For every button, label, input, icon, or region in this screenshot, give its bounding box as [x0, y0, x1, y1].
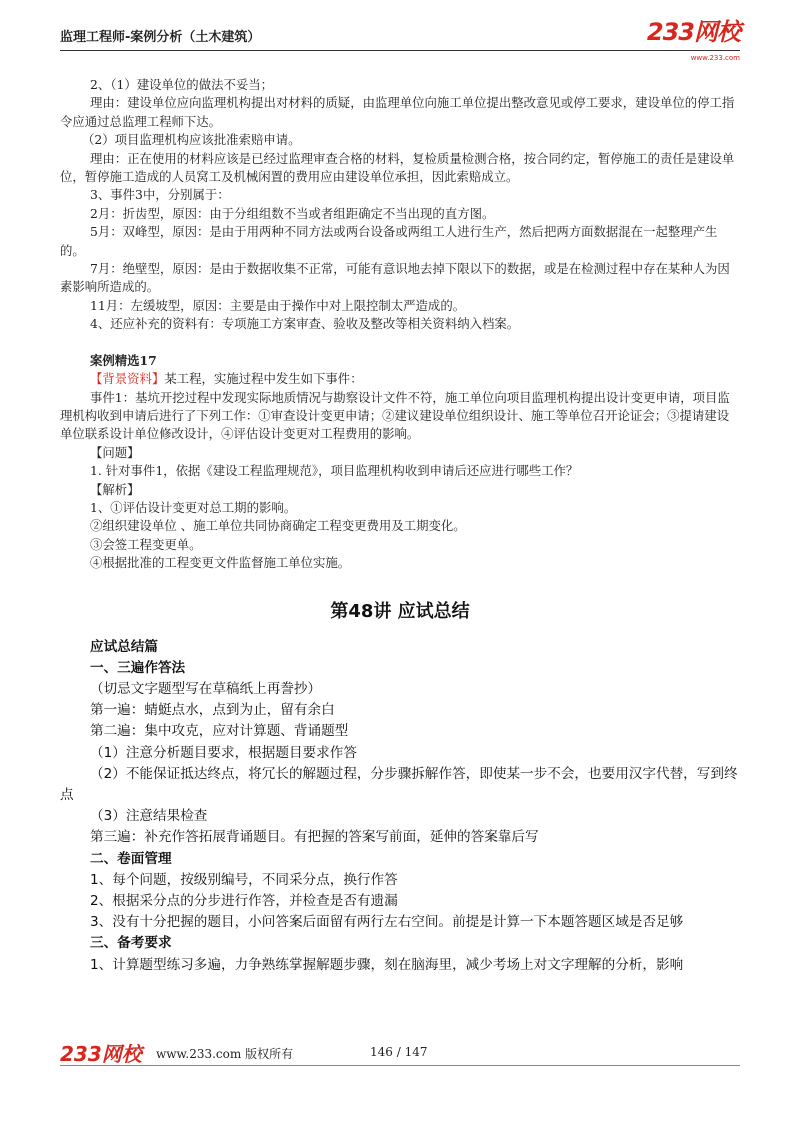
page-header: [60, 18, 740, 62]
chapter-title: 第48讲 应试总结: [330, 600, 470, 622]
summary-line: 第二遍：集中攻克，应对计算题、背诵题型: [90, 723, 349, 740]
paragraph: 11月：左缓坡型，原因：主要是由于操作中对上限控制太严造成的。: [90, 297, 466, 313]
background-text: 某工程，实施过程中发生如下事件：: [164, 371, 363, 387]
summary-line: 1、每个问题，按级别编号，不同采分点，换行作答: [90, 871, 398, 888]
page-content: [60, 76, 740, 976]
answer-line: ③会签工程变更单。: [90, 536, 202, 552]
paragraph: 理由：正在使用的材料应该是已经过监理审查合格的材料，复检质量检测合格，按合同约定，暂停施工的责任是建设单位，暂停施工造成的人员窝工及机械闲置的费用应由建设单位承担，因此索赔成立。: [60, 150, 735, 185]
paragraph: 2、（1）建设单位的做法不妥当；: [90, 77, 274, 92]
case-title: 案例精选17: [90, 352, 157, 368]
question-label: 【问题】: [90, 444, 140, 460]
page-number: 146 / 147: [370, 1045, 428, 1059]
section-title: 三、备考要求: [90, 935, 172, 952]
section-title: 二、卷面管理: [90, 850, 172, 867]
summary-line: 2、根据采分点的分步进行作答，并检查是否有遗漏: [90, 893, 398, 909]
page-footer: [60, 1042, 740, 1066]
paragraph: 理由：建设单位应向监理机构提出对材料的质疑，由监理单位向施工单位提出整改意见或停工要求，建设单位的停工指令应通过总监理工程师下达。: [60, 95, 735, 129]
footer-site: www.233.com 版权所有: [156, 1047, 294, 1061]
paragraph: 2月：折齿型，原因：由于分组组数不当或者组距确定不当出现的直方图。: [90, 205, 495, 221]
paragraph: 5月：双峰型，原因：是由于用两种不同方法或两台设备或两组工人进行生产，然后把两方面数据混在一起整理产生的。: [60, 224, 718, 258]
footer-logo: 233网校: [60, 1042, 142, 1066]
event-text: 事件1：基坑开挖过程中发现实际地质情况与勘察设计文件不符，施工单位向项目监理机构提出设计变更申请，项目监理机构收到申请后进行了下列工作：①审查设计变更申请；②建议建设单位组织设计、施工等单位召开论证会；③提请建设单位联系设计单位修改设计，④评估设计变更对工程费用的影响。: [60, 389, 730, 442]
summary-line: 第三遍：补充作答拓展背诵题目。有把握的答案写前面，延伸的答案靠后写: [90, 829, 539, 846]
summary-line: （2）不能保证抵达终点，将冗长的解题过程，分步骤拆解作答，即使某一步不会，也要用汉字代替，写到终点: [60, 765, 738, 803]
paragraph: 3、事件3中，分别属于：: [90, 187, 230, 203]
paragraph: （2）项目监理机构应该批准索赔申请。: [82, 132, 301, 148]
summary-line: （3）注意结果检查: [90, 808, 208, 825]
answer-section: [60, 76, 740, 573]
answer-line: 1、①评估设计变更对总工期的影响。: [90, 499, 297, 515]
header-title: 监理工程师-案例分析（土木建筑）: [60, 30, 261, 45]
summary-line: （1）注意分析题目要求，根据题目要求作答: [90, 744, 357, 761]
summary-line: （切忌文字题型写在草稿纸上再誊抄）: [90, 680, 322, 697]
case-block: [60, 352, 740, 573]
background-label: 【背景资料】: [90, 371, 165, 387]
question-text: 1. 针对事件1，依据《建设工程监理规范》，项目监理机构收到申请后还应进行哪些工作？: [90, 463, 579, 479]
answer-line: ④根据批准的工程变更文件监督施工单位实施。: [90, 555, 351, 571]
answer-line: ②组织建设单位 、施工单位共同协商确定工程变更费用及工期变化。: [90, 518, 466, 534]
summary-line: 3、没有十分把握的题目，小问答案后面留有两行左右空间。前提是计算一下本题答题区域是否足够: [90, 914, 684, 931]
background-line: [60, 370, 740, 388]
summary-line: 第一遍：蜻蜓点水，点到为止，留有余白: [90, 702, 335, 719]
analysis-label: 【解析】: [90, 481, 140, 497]
summary-section: [60, 637, 740, 976]
brand-logo-sub: www.233.com: [690, 54, 740, 62]
paragraph: 4、还应补充的资料有：专项施工方案审查、验收及整改等相关资料纳入档案。: [90, 316, 520, 332]
section-title: 一、三遍作答法: [90, 659, 186, 676]
summary-line: 1、计算题型练习多遍，力争熟练掌握解题步骤，刻在脑海里，减少考场上对文字理解的分析，影响: [90, 956, 684, 973]
paragraph: 7月：绝壁型，原因：是由于数据收集不正常，可能有意识地去掉下限以下的数据，或是在检测过程中存在某种人为因素影响所造成的。: [60, 261, 730, 295]
summary-heading: 应试总结篇: [90, 638, 158, 655]
brand-logo: 233网校: [646, 18, 740, 46]
